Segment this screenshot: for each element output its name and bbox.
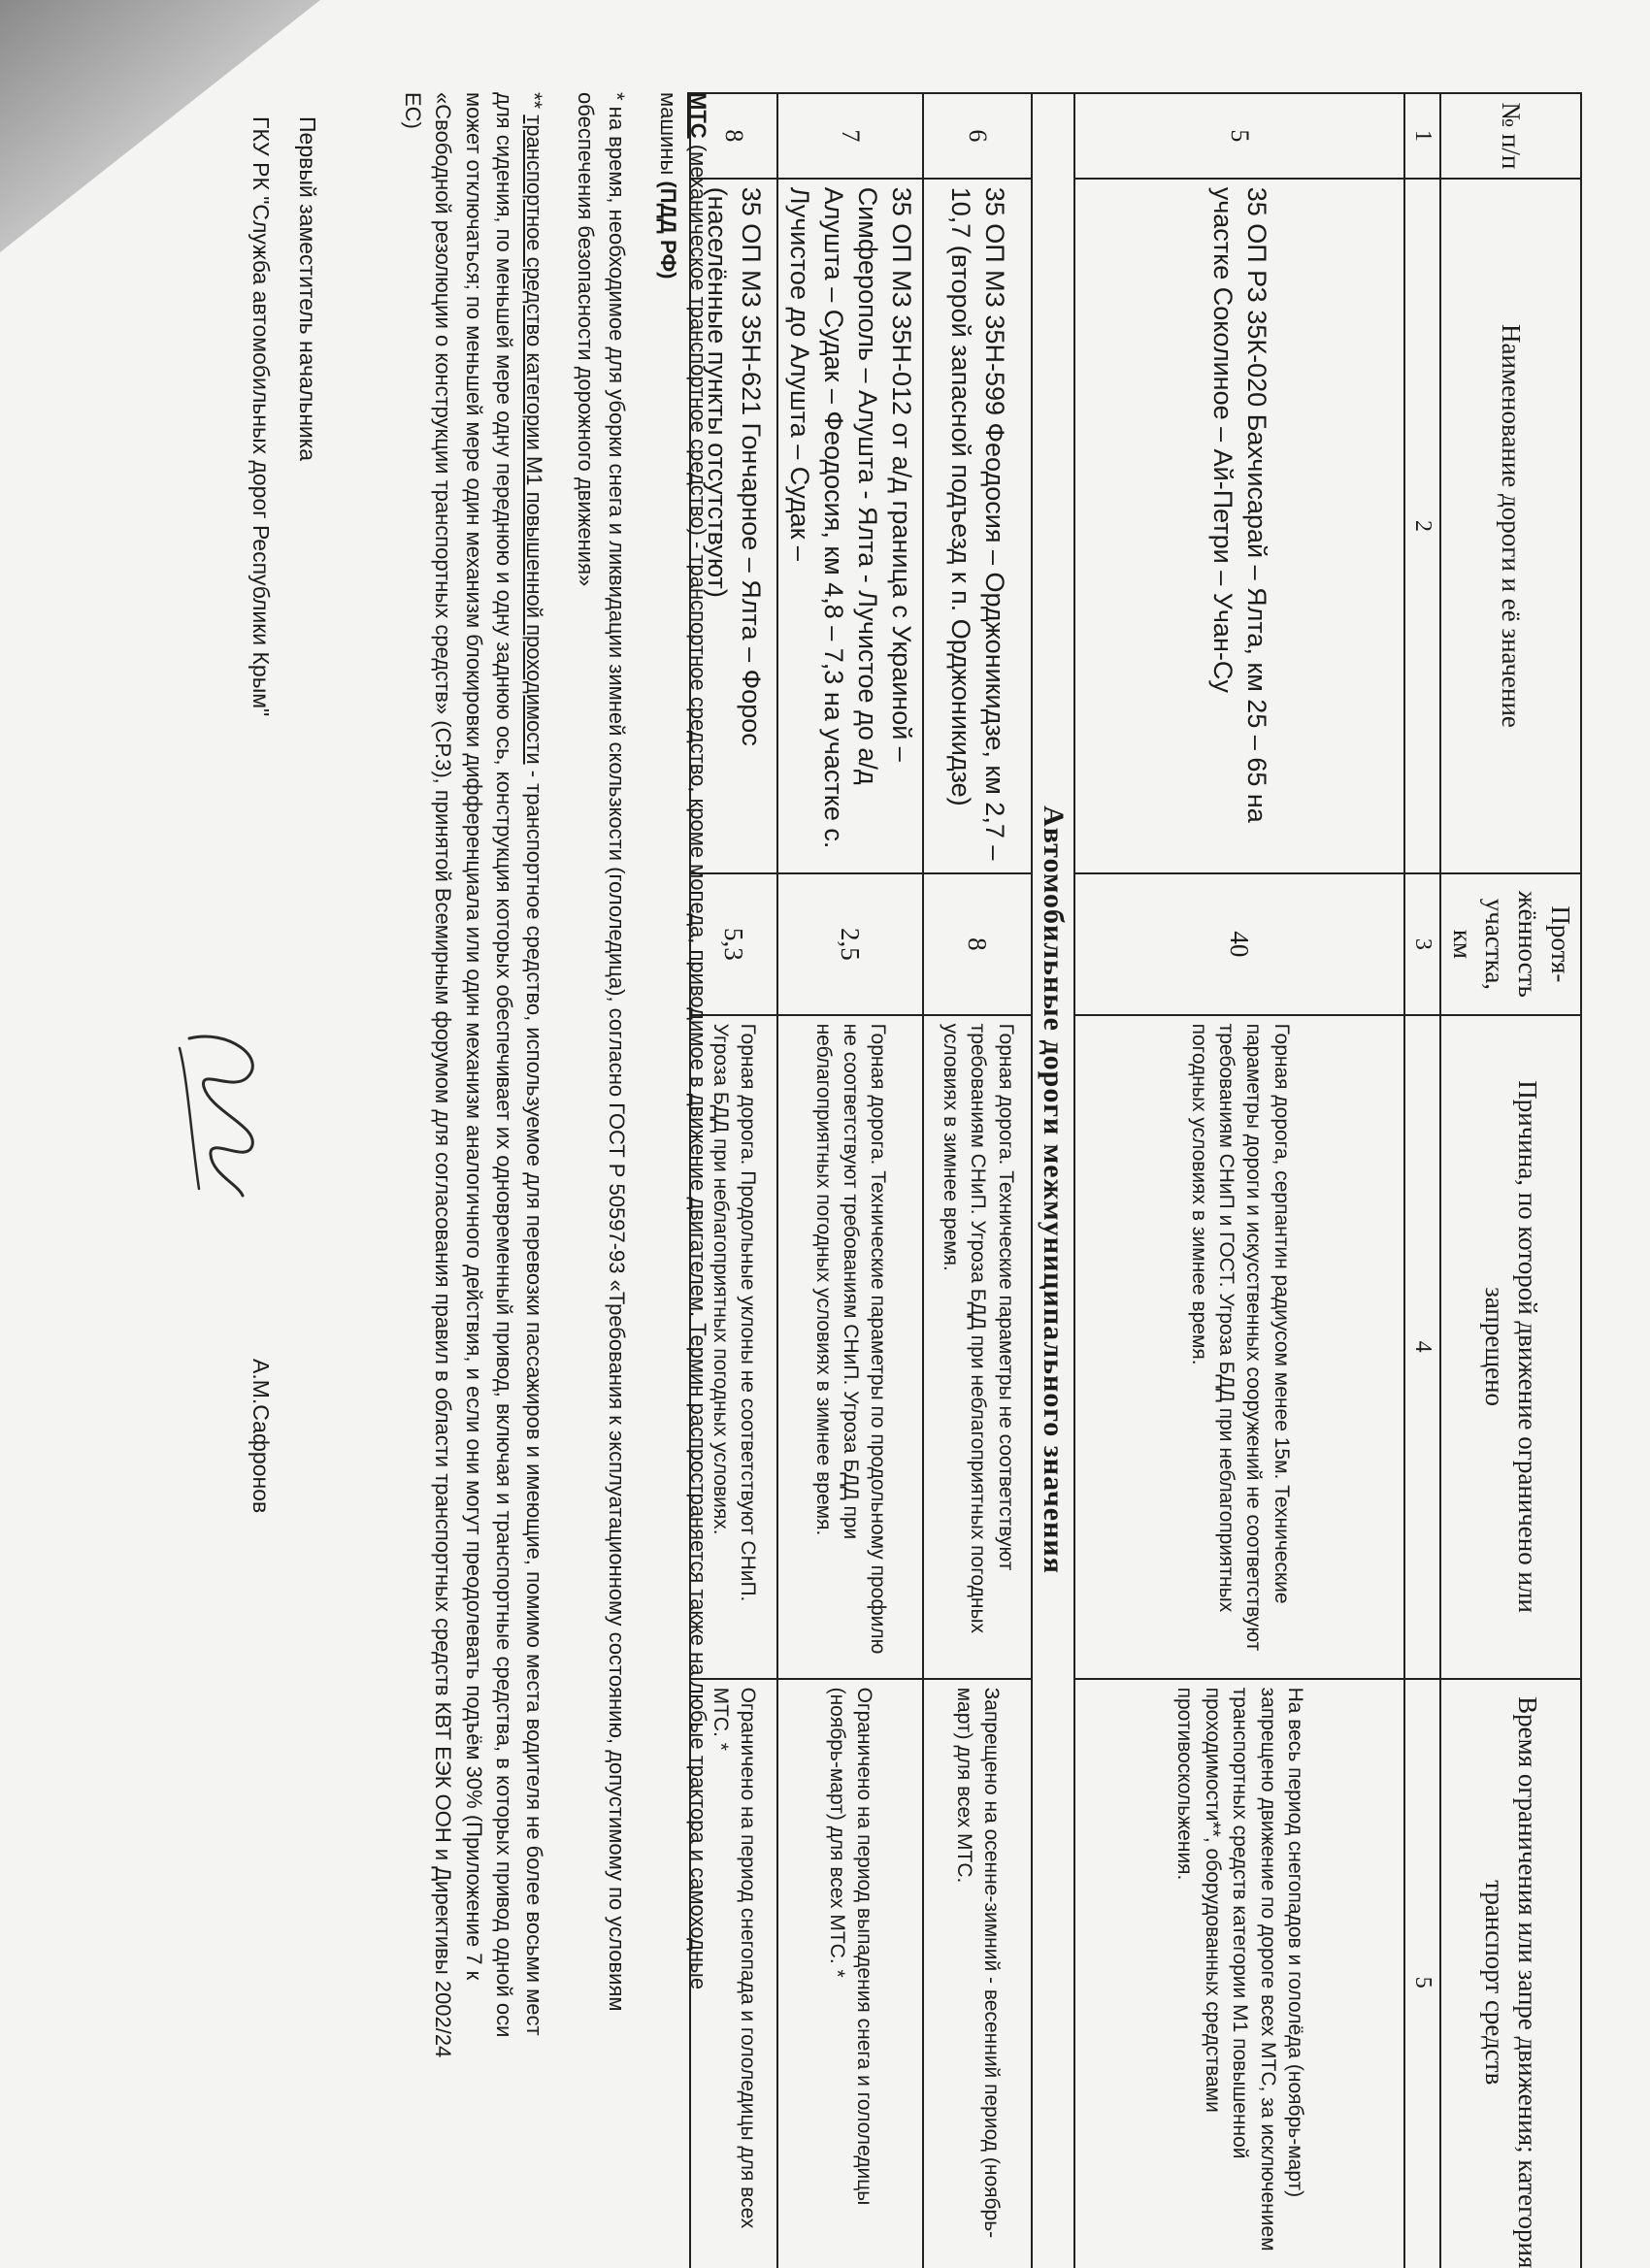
handwritten-signature <box>160 1019 296 1203</box>
restriction-time: Ограничено на период выпадения снега и гололедицы (ноябрь-март) для всех МТС. * <box>777 1679 923 2268</box>
note-double-asterisk <box>398 92 549 2072</box>
road-length: 2,5 <box>777 873 923 1014</box>
restriction-reason: Горная дорога. Технические параметры по продольному профилю не соответствуют требованиям СНиП. Угроза БДД при неблагоприятных погодных условиях в зимнее время. <box>777 1015 923 1679</box>
restrictions-table <box>689 92 1582 2268</box>
column-number: 1 <box>1404 93 1440 179</box>
table-header-row <box>1440 93 1581 2268</box>
table-row <box>1074 93 1404 2268</box>
road-length: 5,3 <box>690 873 777 1014</box>
header-number: № п/п <box>1440 93 1581 179</box>
road-name: 35 ОП МЗ 35Н-621 Гончарное – Ялта – Форос (населённые пункты отсутствуют) <box>690 179 777 874</box>
mts-source: (ПДД РФ) <box>655 181 680 279</box>
restriction-time: На весь период снегопадов и гололёда (ноябрь-март) запрещено движение по дороге всех МТС, за исключением транспортных средств категории M1 повышенной проходимости**, оборудованных средствами противоскольжения. <box>1074 1679 1404 2268</box>
note2-prefix: ** <box>522 92 547 115</box>
note2-term: транспортное средство категории M1 повышенной проходимости <box>522 115 547 765</box>
note-mts <box>653 92 713 2072</box>
road-name: 35 ОП РЗ 35К-020 Бахчисарай – Ялта, км 25 – 65 на участке Соколиное – Ай-Петри – Учан-Су <box>1074 179 1404 874</box>
road-name: 35 ОП МЗ 35Н-012 от а/д граница с Украиной – Симферополь – Алушта - Ялта - Лучистое до а/д Алушта – Судак – Феодосия, км 4,8 – 7,3 на участке с. Лучистое до Алушта – Судак – <box>777 179 923 874</box>
page-corner-shadow <box>0 0 320 252</box>
road-name: 35 ОП МЗ 35Н-599 Феодосия – Орджоникидзе, км 2,7 – 10,7 (второй запасной подъезд к п. Орджоникидзе) <box>923 179 1032 874</box>
signer-position: Первый заместитель начальника <box>295 116 320 462</box>
header-time-category: Время ограничения или запре движения; категория транспорт средств <box>1440 1679 1581 2268</box>
column-number: 3 <box>1404 873 1440 1014</box>
table-row <box>777 93 923 2268</box>
column-number: 4 <box>1404 1015 1440 1679</box>
road-length: 8 <box>923 873 1032 1014</box>
section-title: Автомобильные дороги межмуниципального значения <box>1032 93 1074 2268</box>
restriction-time: Запрещено на осенне-зимний - весенний период (ноябрь-март) для всех МТС. <box>923 1679 1032 2268</box>
section-row <box>1032 93 1074 2268</box>
mts-definition: (механическое транспортное средство) - транспортное средство, кроме мопеда, приводимое в движение двигателем. Термин распространяется также на любые трактора и самоходные машины <box>655 92 710 1990</box>
signer-organization: ГКУ РК "Служба автомобильных дорог Республики Крым" <box>248 116 274 717</box>
row-number: 5 <box>1074 93 1404 179</box>
header-reason: Причина, по которой движение ограничено или запрещено <box>1440 1015 1581 1679</box>
row-number: 8 <box>690 93 777 179</box>
restriction-reason: Горная дорога, серпантин радиусом менее 15м. Технические параметры дороги и искусственных сооружений не соответствуют требованиям СНиП и ГОСТ. Угроза БДД при неблагоприятных погодных условиях в зимнее время. <box>1074 1015 1404 1679</box>
footnotes <box>377 92 713 2072</box>
restriction-time: Ограничено на период снегопада и гололедицы для всех МТС. * <box>690 1679 777 2268</box>
note2-definition: - транспортное средство, используемое для перевозки пассажиров и имеющие, помимо места водителя не более восьми мест для сидения, по меньшей мере одну переднюю и одну заднюю ось, конструкция которых обеспечивает их одновременный привод, включая и транспортные средства, в которых привод одной оси может отключаться; по меньшей мере один механизм блокировки дифференциала или один механизм аналогичного действия, и если они могут преодолевать подъём 30% (Приложение 7 к «Свободной резолюции о конструкции транспортных средств» (СР.3), принятой Всемирным форумом для согласования правил в области транспортных средств КВТ ЕЭК ООН и Директивы 2002/24 ЕС) <box>401 92 547 2058</box>
column-number-row <box>1404 93 1440 2268</box>
mts-term: МТС <box>686 92 710 139</box>
header-length: Протя-жённость участка, км <box>1440 873 1581 1014</box>
header-road-name: Наименование дороги и её значение <box>1440 179 1581 874</box>
restriction-reason: Горная дорога. Продольные уклоны не соответствуют СНиП. Угроза БДД при неблагоприятных погодных условиях. <box>690 1015 777 1679</box>
note-single-asterisk: * на время, необходимое для уборки снега и ликвидации зимней скользкости (гололедица), согласно ГОСТ Р 50597-93 «Требования к эксплуатационному состоянию, допустимому по условиям обеспечения безопасности дорожного движения» <box>574 92 629 2012</box>
column-number: 5 <box>1404 1679 1440 2268</box>
row-number: 6 <box>923 93 1032 179</box>
table-row <box>923 93 1032 2268</box>
row-number: 7 <box>777 93 923 179</box>
road-length: 40 <box>1074 873 1404 1014</box>
signer-name: А.М.Сафронов <box>248 1359 274 1514</box>
restriction-reason: Горная дорога. Технические параметры не соответствуют требованиям СНиП. Угроза БДД при неблагоприятных погодных условиях в зимнее время. <box>923 1015 1032 1679</box>
column-number: 2 <box>1404 179 1440 874</box>
